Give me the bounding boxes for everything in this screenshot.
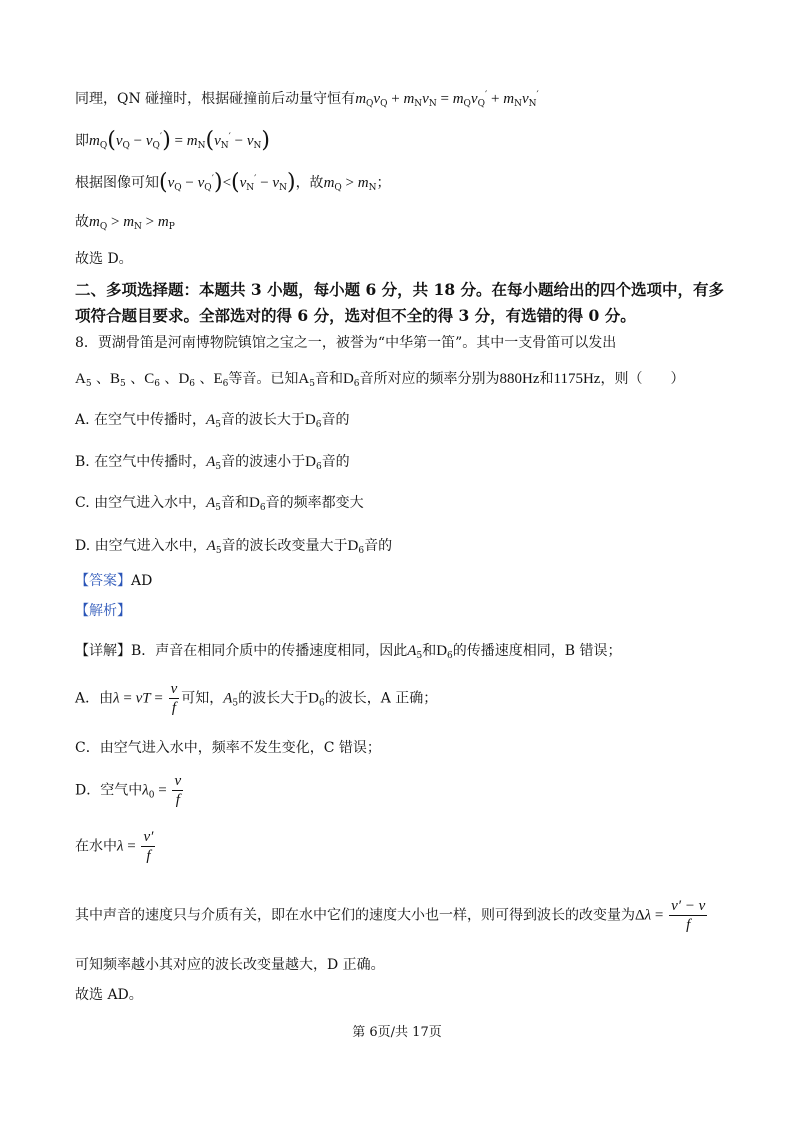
question-8-stem-1: 8．贾湖骨笛是河南博物院镇馆之宝之一，被誉为“中华第一笛”。其中一支骨笛可以发出 xyxy=(75,335,617,351)
page-footer: 第 6页/共 17页 xyxy=(352,1025,442,1040)
option-c: C. 由空气进入水中，$A_5$音和$D_6$音的频率都变大 xyxy=(75,495,364,513)
option-d: D. 由空气进入水中，$A_5$音的波长改变量大于$D_6$音的 xyxy=(75,538,393,556)
section-two-heading-1: 二、多项选择题：本题共 3 小题，每小题 6 分，共 18 分。在每小题给出的四个选项中，有多 xyxy=(75,280,725,299)
section-two-heading-2: 项符合题目要求。全部选对的得 6 分，选对但不全的得 3 分，有选错的得 0 分。 xyxy=(75,306,636,325)
final-answer-line: 故选 AD。 xyxy=(75,987,143,1003)
detail-c-line: C．由空气进入水中，频率不发生变化，C 错误； xyxy=(75,740,381,756)
momentum-rearranged-line: 即$m_Q(v_Q - v_Q') = m_N(v_N' - v_N)$ xyxy=(75,128,271,153)
wavelength-change-line: 其中声音的速度只与介质有关，即在水中它们的速度大小也一样，则可得到波长的改变量为Δλ = $\frac{v' - v}{f}$ xyxy=(75,898,706,933)
graph-inference-line: 根据图像可知$(v_Q - v_Q')<(v_N' - v_N)$，故$m_Q > m_N$； xyxy=(75,170,391,195)
detail-d-line: D．空气中$\lambda_0$ = $\frac{v}{f}$ xyxy=(75,773,182,808)
analysis-label: 【解析】 xyxy=(75,603,131,619)
mass-order-line: 故$m_Q > m_N > m_P$ xyxy=(75,214,175,232)
answer-line: 【答案】AD xyxy=(75,573,153,589)
choose-d-line: 故选 D。 xyxy=(75,251,133,267)
detail-b-line: 【详解】B．声音在相同介质中的传播速度相同，因此$A_5$和$D_6$的传播速度相同，B 错误； xyxy=(75,643,622,661)
option-a: A. 在空气中传播时，$A_5$音的波长大于$D_6$音的 xyxy=(75,412,350,430)
detail-a-line: A．由λ = vT = $\frac{v}{f}$ 可知，$A_5$的波长大于$D_6$的波长，A 正确； xyxy=(75,681,438,716)
option-b: B. 在空气中传播时，$A_5$音的波速小于$D_6$音的 xyxy=(75,454,350,472)
momentum-conservation-line: 同理，QN 碰撞时，根据碰撞前后动量守恒有$m_Qv_Q + m_Nv_N = m_Qv_Q' + m_Nv_N'$ xyxy=(75,90,539,109)
question-8-stem-2: $A_5$ 、$B_5$ 、$C_6$ 、$D_6$ 、$E_6$等音。已知$A_5$音和$D_6$音所对应的频率分别为880Hz和1175Hz，则（ ） xyxy=(75,371,685,389)
water-wavelength-line: 在水中λ = $\frac{v'}{f}$ xyxy=(75,829,154,864)
conclusion-line: 可知频率越小其对应的波长改变量越大，D 正确。 xyxy=(75,957,385,973)
